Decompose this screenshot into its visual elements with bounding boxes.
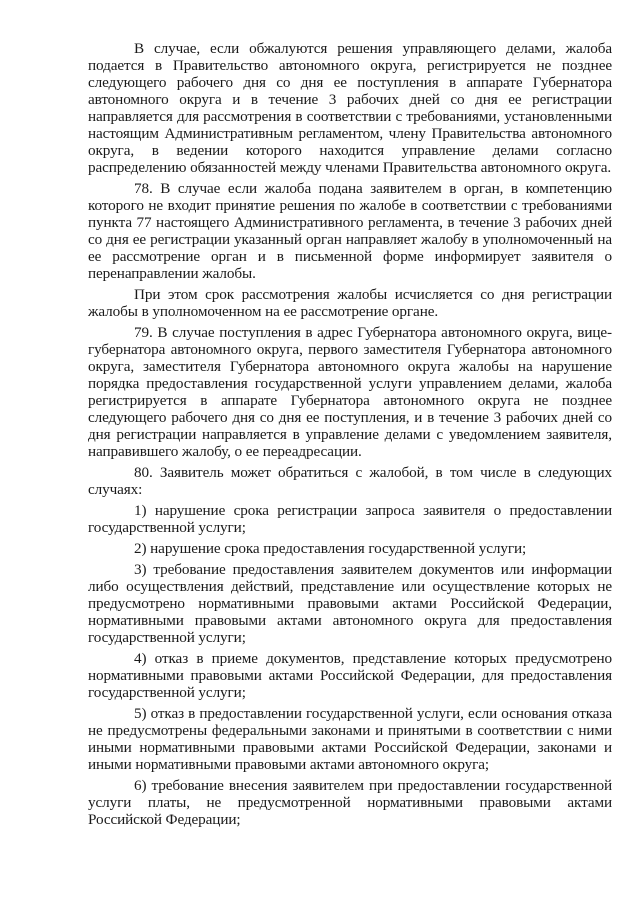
list-item-1: 1) нарушение срока регистрации запроса заявителя о предоставлении государственной услуги; [88,502,612,536]
list-item-4: 4) отказ в приеме документов, представление которых предусмотрено нормативными правовыми актами Российской Федерации, для предоставления государственной услуги; [88,650,612,701]
list-item-5: 5) отказ в предоставлении государственной услуги, если основания отказа не предусмотрены федеральными законами и принятыми в соответствии с ними иными нормативными правовыми актами Российской Федерации, законами и иными нормативными правовыми актами автономного округа; [88,705,612,773]
paragraph-78: 78. В случае если жалоба подана заявителем в орган, в компетенцию которого не входит принятие решения по жалобе в соответствии с требованиями пункта 77 настоящего Административного регламента, в течение 3 рабочих дней со дня ее регистрации указанный орган направляет жалобу в уполномоченный на ее рассмотрение орган и в письменной форме информирует заявителя о перенаправлении жалобы. [88,180,612,282]
list-item-6: 6) требование внесения заявителем при предоставлении государственной услуги платы, не предусмотренной нормативными правовыми актами Российской Федерации; [88,777,612,828]
paragraph-79: 79. В случае поступления в адрес Губернатора автономного округа, вице-губернатора автономного округа, первого заместителя Губернатора автономного округа, заместителя Губернатора автономного округа жалобы на нарушение порядка предоставления государственной услуги управлением делами, жалоба регистрируется в аппарате Губернатора автономного округа не позднее следующего рабочего дня со дня ее поступления, и в течение 3 рабочих дней со дня регистрации направляется в управление делами с уведомлением заявителя, направившего жалобу, о ее переадресации. [88,324,612,460]
paragraph-80: 80. Заявитель может обратиться с жалобой, в том числе в следующих случаях: [88,464,612,498]
document-page [88,40,612,832]
list-item-3: 3) требование предоставления заявителем документов или информации либо осуществления действий, представление или осуществление которых не предусмотрено нормативными правовыми актами Российской Федерации, нормативными правовыми актами автономного округа для предоставления государственной услуги; [88,561,612,646]
list-item-2: 2) нарушение срока предоставления государственной услуги; [134,540,527,557]
paragraph-appeal-management-decisions: В случае, если обжалуются решения управляющего делами, жалоба подается в Правительство автономного округа, регистрируется не позднее следующего рабочего дня со дня ее поступления в аппарате Губернатора автономного округа и в течение 3 рабочих дней со дня ее регистрации направляется для рассмотрения в соответствии с требованиями, установленными настоящим Административным регламентом, члену Правительства автономного округа, в ведении которого находится управление делами согласно распределению обязанностей между членами Правительства автономного округа. [88,40,612,176]
paragraph-review-period: При этом срок рассмотрения жалобы исчисляется со дня регистрации жалобы в уполномоченном на ее рассмотрение органе. [88,286,612,320]
